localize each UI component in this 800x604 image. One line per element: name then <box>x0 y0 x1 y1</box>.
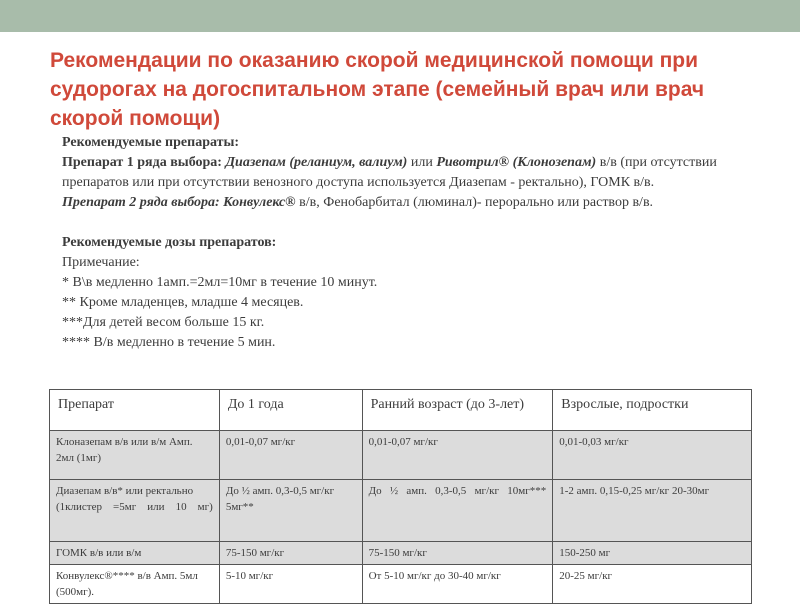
first-line-text: в/в (при отсутствии препаратов или при отсутствии венозного доступа используется Диазепам - ректально), ГОМК в/в. <box>62 155 717 190</box>
table-cell: От 5-10 мг/кг до 30-40 мг/кг <box>362 565 553 604</box>
table-cell: 75-150 мг/кг <box>219 542 362 565</box>
note-line: * В\в медленно 1амп.=2мл=10мг в течение 10 минут. <box>62 275 378 290</box>
table-cell: 0,01-0,07 мг/кг <box>362 431 553 480</box>
table-cell: Конвулекс®**** в/в Амп. 5мл (500мг). <box>50 565 220 604</box>
table-cell: ГОМК в/в или в/м <box>50 542 220 565</box>
table-row <box>50 480 752 542</box>
table-row <box>50 565 752 604</box>
table-row <box>50 431 752 480</box>
note-line: ** Кроме младенцев, младше 4 месяцев. <box>62 295 304 310</box>
second-line-label: Препарат 2 ряда выбора: Конвулекс® <box>62 195 296 210</box>
first-line-or: или <box>407 155 437 170</box>
table-row <box>50 542 752 565</box>
top-color-bar <box>0 0 800 32</box>
column-header: Ранний возраст (до 3-лет) <box>362 390 553 431</box>
table-cell: Диазепам в/в* или ректально (1клистер =5мг или 10 мг) <box>50 480 220 542</box>
table-cell: 75-150 мг/кг <box>362 542 553 565</box>
slide-title: Рекомендации по оказанию скорой медицинской помощи при судорогах на догоспитальном этапе (семейный врач или врач скорой помощи) <box>50 49 705 130</box>
table-cell: До ½ амп. 0,3-0,5 мг/кг 10мг*** <box>362 480 553 542</box>
table-cell: 1-2 амп. 0,15-0,25 мг/кг 20-30мг <box>553 480 752 542</box>
slide-content <box>62 133 742 353</box>
second-line-drugs <box>62 193 742 213</box>
table-cell: Клоназепам в/в или в/м Амп. 2мл (1мг) <box>50 431 220 480</box>
table-cell: 0,01-0,03 мг/кг <box>553 431 752 480</box>
first-line-drug-rivotril: Ривотрил® (Клонозепам) <box>436 155 597 170</box>
table-header-row <box>50 390 752 431</box>
first-line-drug-diazepam: Диазепам (реланиум, валиум) <box>225 155 408 170</box>
doses-heading: Рекомендуемые дозы препаратов: <box>62 235 277 250</box>
dose-table <box>49 389 752 604</box>
recommended-heading: Рекомендуемые препараты: <box>62 135 240 150</box>
column-header: Препарат <box>50 390 220 431</box>
note-line: **** В/в медленно в течение 5 мин. <box>62 335 276 350</box>
column-header: До 1 года <box>219 390 362 431</box>
note-label: Примечание: <box>62 255 140 270</box>
first-line-label: Препарат 1 ряда выбора: <box>62 155 222 170</box>
table-cell: 0,01-0,07 мг/кг <box>219 431 362 480</box>
first-line-drugs <box>62 153 742 193</box>
second-line-text: в/в, Фенобарбитал (люминал)- перорально или раствор в/в. <box>295 195 654 210</box>
table-cell: 150-250 мг <box>553 542 752 565</box>
table-cell: До ½ амп. 0,3-0,5 мг/кг 5мг** <box>219 480 362 542</box>
table-cell: 20-25 мг/кг <box>553 565 752 604</box>
column-header: Взрослые, подростки <box>553 390 752 431</box>
table-cell: 5-10 мг/кг <box>219 565 362 604</box>
note-line: ***Для детей весом больше 15 кг. <box>62 315 265 330</box>
